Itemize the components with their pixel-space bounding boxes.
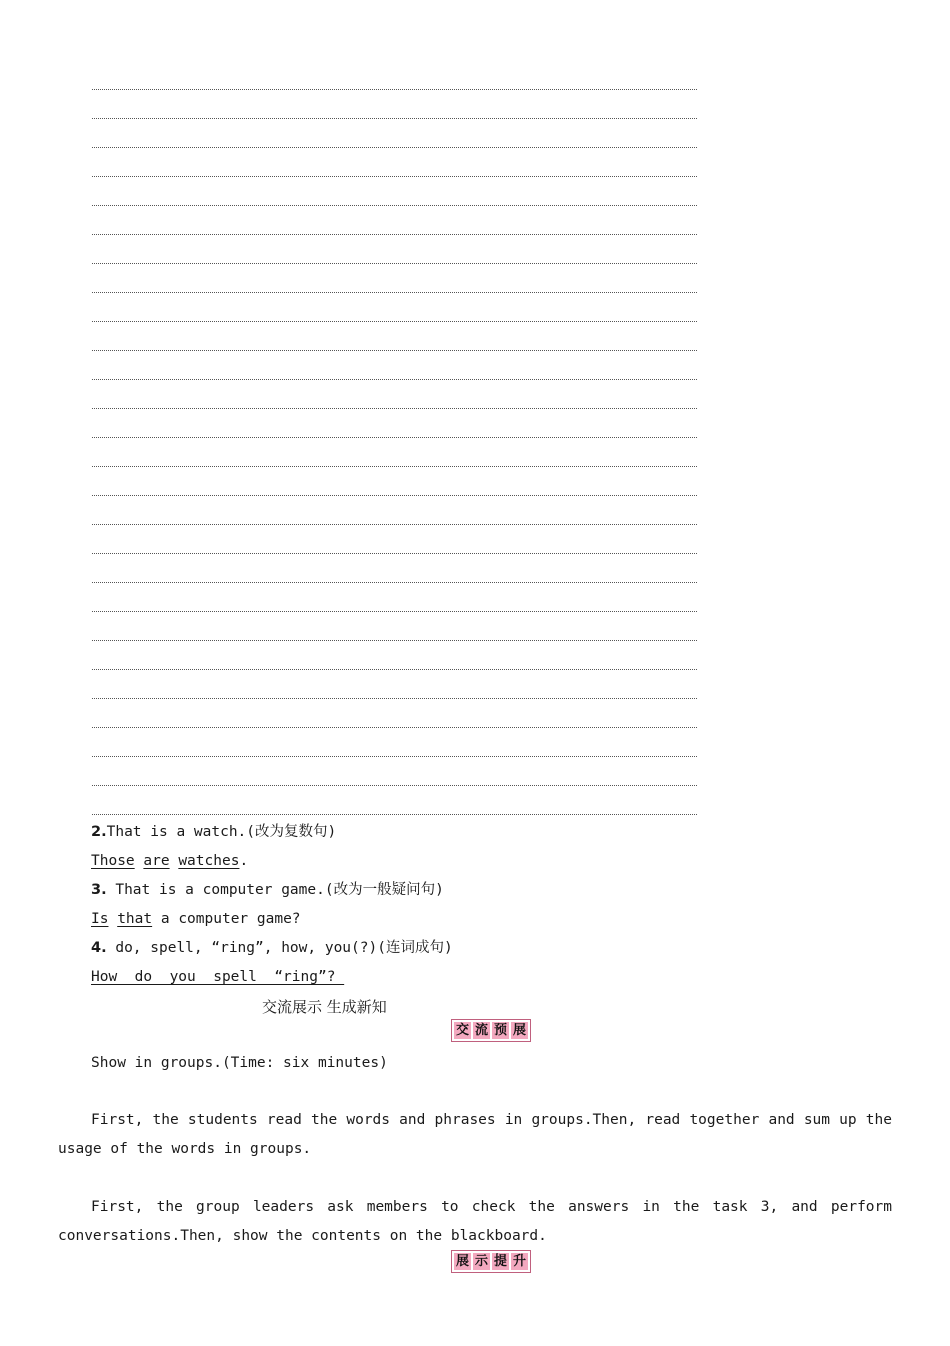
section-title: 交流展示 生成新知 bbox=[262, 998, 387, 1016]
answer-word: that bbox=[117, 911, 153, 927]
answer-rest: a computer game? bbox=[152, 911, 301, 927]
badge-char: 升 bbox=[512, 1254, 526, 1269]
ruled-line bbox=[92, 727, 697, 728]
ruled-line bbox=[92, 89, 697, 90]
ruled-line bbox=[92, 205, 697, 206]
answer-word: watches bbox=[178, 853, 240, 869]
answer-2 bbox=[91, 852, 248, 870]
ruled-line bbox=[92, 611, 697, 612]
badge-char: 提 bbox=[493, 1254, 507, 1269]
badge-char: 交 bbox=[455, 1023, 469, 1038]
ruled-line bbox=[92, 466, 697, 467]
answer-word: Is bbox=[91, 911, 109, 927]
ruled-line bbox=[92, 263, 697, 264]
ruled-line bbox=[92, 756, 697, 757]
answer-word: Those bbox=[91, 853, 135, 869]
answer-3 bbox=[91, 910, 301, 928]
ruled-line bbox=[92, 437, 697, 438]
ruled-line bbox=[92, 495, 697, 496]
ruled-line bbox=[92, 524, 697, 525]
question-3 bbox=[91, 881, 444, 899]
question-2 bbox=[91, 823, 336, 841]
question-text: That is a computer game.(改为一般疑问句) bbox=[106, 882, 444, 898]
badge-char: 展 bbox=[512, 1023, 526, 1038]
ruled-line bbox=[92, 118, 697, 119]
badge-exchange-preview bbox=[451, 1019, 531, 1042]
answer-4 bbox=[91, 968, 344, 986]
ruled-line bbox=[92, 553, 697, 554]
ruled-line bbox=[92, 176, 697, 177]
ruled-line bbox=[92, 785, 697, 786]
question-number: 2. bbox=[91, 824, 107, 840]
paragraph-1-text: First, the students read the words and phrases in groups.Then, read together and sum up the usage of the words in groups. bbox=[58, 1112, 892, 1157]
question-number: 3. bbox=[91, 882, 107, 898]
paragraph-2 bbox=[58, 1193, 892, 1251]
show-in-groups: Show in groups.(Time: six minutes) bbox=[91, 1055, 388, 1071]
ruled-line bbox=[92, 408, 697, 409]
badge-char: 预 bbox=[493, 1023, 507, 1038]
ruled-line bbox=[92, 350, 697, 351]
badge-char: 示 bbox=[474, 1254, 488, 1269]
badge-show-improve bbox=[451, 1250, 531, 1273]
ruled-line bbox=[92, 582, 697, 583]
answer-word: are bbox=[143, 853, 170, 869]
ruled-line bbox=[92, 698, 697, 699]
ruled-line bbox=[92, 321, 697, 322]
question-text: That is a watch.(改为复数句) bbox=[106, 824, 337, 840]
question-number: 4. bbox=[91, 940, 107, 956]
ruled-line bbox=[92, 669, 697, 670]
ruled-line bbox=[92, 379, 697, 380]
question-4 bbox=[91, 939, 453, 957]
paragraph-1 bbox=[58, 1106, 892, 1164]
ruled-line bbox=[92, 234, 697, 235]
answer-lines bbox=[92, 89, 697, 843]
answer-punctuation: . bbox=[239, 853, 249, 869]
ruled-line bbox=[92, 640, 697, 641]
ruled-line bbox=[92, 292, 697, 293]
badge-char: 展 bbox=[455, 1254, 469, 1269]
question-text: do, spell, “ring”, how, you(?)(连词成句) bbox=[106, 940, 453, 956]
paragraph-2-text: First, the group leaders ask members to check the answers in the task 3, and perform conversations.Then, show the contents on the blackboard. bbox=[58, 1199, 892, 1244]
ruled-line bbox=[92, 814, 697, 815]
badge-char: 流 bbox=[474, 1023, 488, 1038]
answer-sentence: How do you spell “ring”? bbox=[91, 969, 345, 985]
ruled-line bbox=[92, 147, 697, 148]
